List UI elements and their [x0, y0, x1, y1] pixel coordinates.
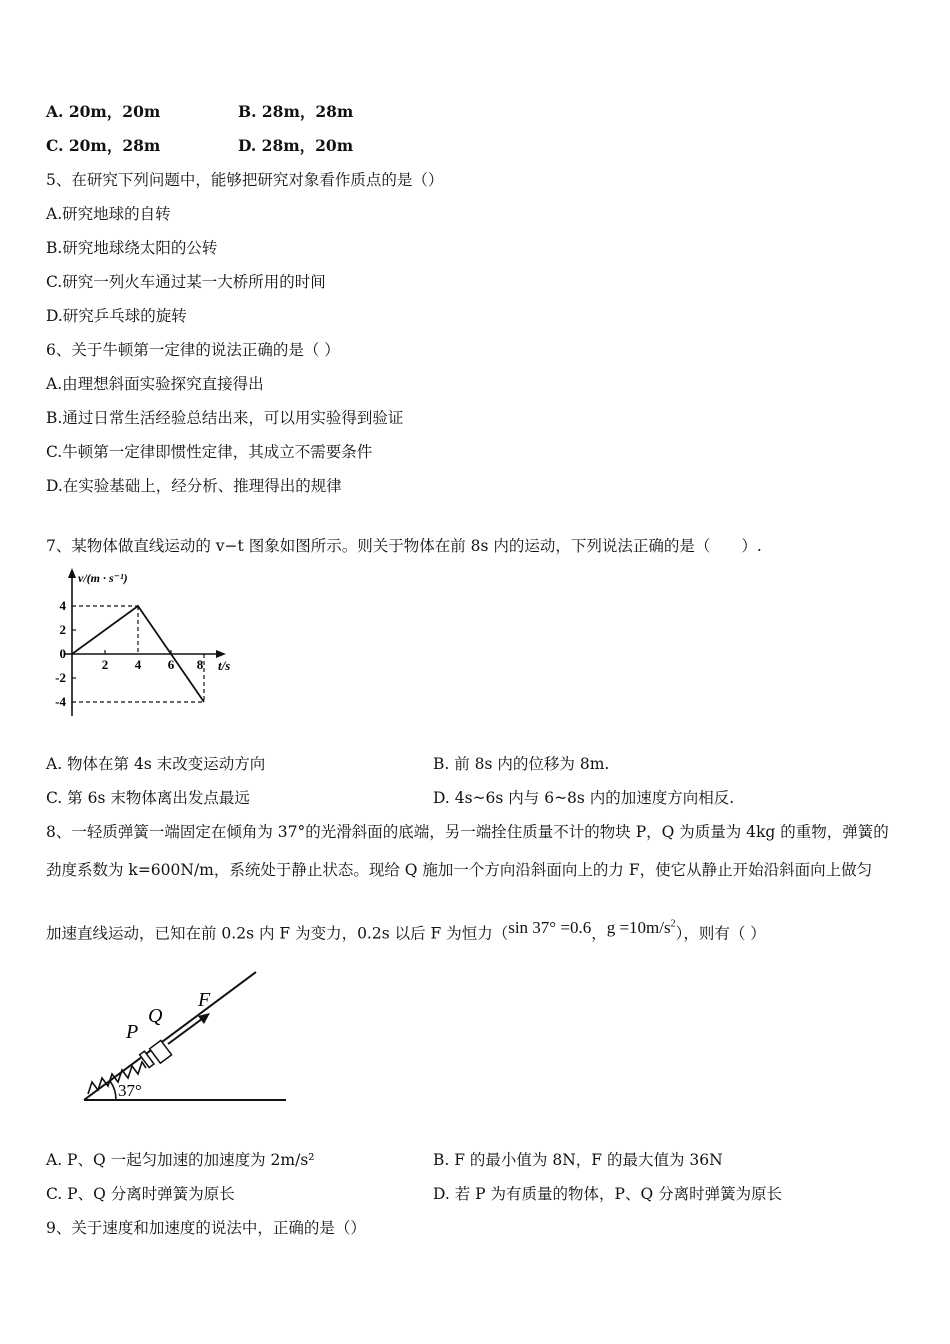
q8-stem-line3 [46, 917, 766, 944]
q8-formula-g-sup: 2 [670, 918, 676, 929]
q8-formula-sin: sin 37° =0.6 [508, 917, 592, 937]
q5-option-a: A.研究地球的自转 [46, 205, 171, 223]
q8-formula-g-text: g =10m/s [606, 917, 671, 937]
q7-option-a: A. 物体在第 4s 末改变运动方向 [46, 755, 266, 773]
q8-stem-pre: 加速直线运动，已知在前 0.2s 内 F 为变力，0.2s 以后 F 为恒力（ [46, 924, 509, 943]
ytick-neg2: -2 [55, 670, 66, 685]
label-q: Q [148, 1005, 163, 1027]
angle-arc [110, 1081, 116, 1100]
ytick-0: 0 [59, 646, 66, 661]
v-axis-label: v/(m · s⁻¹) [78, 571, 128, 585]
q8-stem-line1: 8、一轻质弹簧一端固定在倾角为 37°的光滑斜面的底端，另一端拴住质量不计的物块 P，Q 为质量为 4kg 的重物，弹簧的 [46, 823, 889, 841]
q8-option-b: B. F 的最小值为 8N，F 的最大值为 36N [433, 1151, 723, 1169]
label-f: F [198, 989, 211, 1011]
xtick-8: 8 [196, 657, 204, 672]
q7-option-d: D. 4s~6s 内与 6~8s 内的加速度方向相反. [433, 789, 735, 807]
t-axis-label: t/s [218, 658, 231, 673]
q7-option-c: C. 第 6s 末物体离出发点最远 [46, 789, 250, 807]
v-axis-arrow [68, 568, 76, 578]
q4-option-b: B. 28m，28m [238, 102, 354, 121]
angle-label: 37° [118, 1081, 142, 1100]
xtick-6: 6 [167, 657, 175, 672]
q4-option-a: A. 20m，20m [46, 102, 161, 121]
q5-option-b: B.研究地球绕太阳的公转 [46, 239, 218, 257]
t-axis-arrow [216, 650, 226, 658]
q4-option-d: D. 28m，20m [238, 136, 354, 155]
q6-option-b: B.通过日常生活经验总结出来，可以用实验得到验证 [46, 409, 404, 427]
label-p: P [126, 1021, 139, 1043]
q5-option-c: C.研究一列火车通过某一大桥所用的时间 [46, 273, 326, 291]
q8-incline-figure [70, 964, 310, 1114]
q7-vt-graph [46, 566, 246, 726]
q9-stem: 9、关于速度和加速度的说法中，正确的是（） [46, 1219, 366, 1237]
q5-stem: 5、在研究下列问题中，能够把研究对象看作质点的是（） [46, 171, 444, 189]
q8-formula-g [607, 918, 676, 937]
ytick-neg4: -4 [55, 694, 66, 709]
q8-option-d: D. 若 P 为有质量的物体，P、Q 分离时弹簧为原长 [433, 1185, 783, 1203]
q4-option-c: C. 20m，28m [46, 136, 161, 155]
q7-option-b: B. 前 8s 内的位移为 8m. [433, 755, 610, 773]
q8-stem-post: ），则有（ ） [675, 924, 766, 943]
xtick-4: 4 [134, 657, 142, 672]
q7-stem: 7、某物体做直线运动的 v−t 图象如图所示。则关于物体在前 8s 内的运动，下列说法正确的是（ ）. [46, 537, 762, 555]
force-arrow [168, 1016, 206, 1044]
xtick-2: 2 [101, 657, 109, 672]
q5-option-d: D.研究乒乓球的旋转 [46, 307, 187, 325]
q6-option-c: C.牛顿第一定律即惯性定律，其成立不需要条件 [46, 443, 373, 461]
q8-option-a: A. P、Q 一起匀加速的加速度为 2m/s² [46, 1151, 315, 1169]
ytick-4: 4 [59, 598, 66, 613]
q6-stem: 6、关于牛顿第一定律的说法正确的是（ ） [46, 341, 340, 359]
q6-option-d: D.在实验基础上，经分析、推理得出的规律 [46, 477, 342, 495]
q8-formula-sep: ， [591, 924, 607, 943]
ytick-2: 2 [59, 622, 66, 637]
q6-option-a: A.由理想斜面实验探究直接得出 [46, 375, 264, 393]
q8-stem-line2: 劲度系数为 k=600N/m，系统处于静止状态。现给 Q 施加一个方向沿斜面向上的力 F，使它从静止开始沿斜面向上做匀 [46, 861, 873, 879]
q8-option-c: C. P、Q 分离时弹簧为原长 [46, 1185, 235, 1203]
